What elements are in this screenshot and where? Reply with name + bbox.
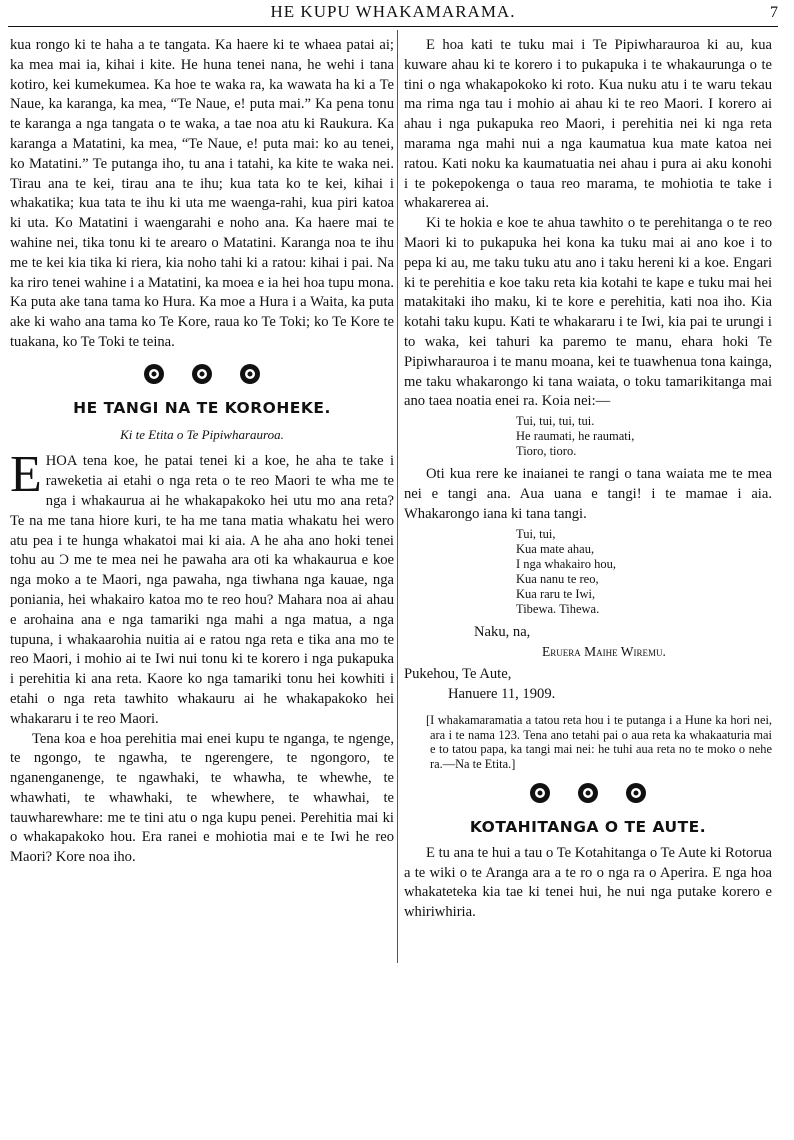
right-column (404, 36, 772, 923)
ornament-icon (625, 782, 647, 804)
letter-paragraph: E hoa kati te tuku mai i Te Pipiwharauroa ki au, kua kuware ahau ki te korero i to pukapuka i te whakaurunga o te tini o nga whakapokoko ki roto. Kua nuku atu i te waru tekau ma rima nga tau i mohio ai ahau ki te reo Maori. I korero ai ahau i nga pukapuka reo Maori, i perehitia nei ki nga reta marama nga mahi nui a nga kaumatua kua mate katoa nei ratou. Kati noku ka kaumatuatia nei ahau i pura ai aku konohi i te pokepokenga o taua reo marama, te mohiotia te take i whakarerea ai. (404, 37, 772, 212)
verse-line: I nga whakairo hou, (516, 556, 616, 571)
verse-line: Tioro, tioro. (516, 444, 577, 459)
page-number: 7 (770, 4, 778, 21)
section-title: KOTAHITANGA O TE AUTE. (469, 817, 707, 836)
page-header (8, 2, 778, 27)
verse-line: He raumati, he raumati, (516, 429, 635, 444)
section-title: HE TANGI NA TE KOROHEKE. (73, 398, 331, 417)
verse (404, 414, 772, 459)
verse-line: Kua nanu te reo, (516, 571, 599, 586)
letter-paragraph: Tena koa e hoa perehitia mai enei kupu te nganga, te ngenge, te ngongo, te ngawha, te ngerengere, te ngongoro, te nganenganenge, te ngawhaki, te whawha, te whewhe, te whawhati, te whawhaki, te whewhere, te whawhai, te tauwharewhare: me te tini atu o nga kupu penei. Perehitia mai ki o whakapakoko hou. Era ranei e mohiotia mai e te Iwi he reo Maori? Kore noa iho. (10, 730, 394, 866)
letter-place: Pukehou, Te Aute, (404, 666, 512, 683)
verse (404, 527, 772, 617)
editor-note: [I whakamaramatia a tatou reta hou i te putanga i a Hune ka hori nei, ara i te nama 123. Tena ano tetahi pai o aua reta ka whakaaturia mai e to tatou papa, ka tangi mai nei: he tuhi aua reta no te moko o nehe ra.—Na te Etita.] (426, 712, 772, 772)
verse-line: Tibewa. Tihewa. (516, 601, 600, 616)
letter-paragraph: HOA tena koe, he patai tenei ki a koe, he aha te take i raweketia ai etahi o nga reta o te reo Maori te wha me te nga i whakaurua ai he whakapakoko hei utu mo ana reta? Te na me tana hiore kuri, te ha me tana matia whakatu hei wero atu pea i te hunga whakatoi mai ki aia. A he aha ano hoki tenei tohu au Ɔ me te mea nei he pawaha ara oti ka whakaurua e koe nga moko a te Maori, nga pawaha, nga tiwhana nga kauae, nga poniania, hei whakairo katoa mo te reo hou? Mahara noa ai ahau e arohaina ana e nga tamariki nga mahi a nga matua, a nga tupuna, i whakaarohia nuitia ai e ratou nga reta e tika ana mo te reo Maori, i mohio ai te Iwi nui tonu ki te korero i nga pukapuka i perehitia ki ana reta. Kaore ko nga tamariki tonu hei kowhiti i etahi o nga reta tawhito whakauru ai he whakapakoko hei whakararu i te reo Maori. (10, 453, 394, 727)
ornament-icon (529, 782, 551, 804)
letter-paragraph: Oti kua rere ke inaianei te rangi o tana waiata me te mea nei e tangi ana. Aua uana e tangi! i te mamae i aia. Whakarongo iana ki tana tangi. (404, 466, 772, 522)
story-continuation: kua rongo ki te haha a te tangata. Ka haere ki te whaea patai ai; ka mea mai ia, kihai i kite. He huna tenei nana, he wehi i tana kotiro, kei kumekumea. Ka hoe te waka ra, ka wawata ha ki a Te Naue, ka karanga, ka mea, “Te Naue, e! puta mai.” Ka pena tonu te karanga a nga tangata o te waka, a tae noa atu ki Raukura. Ka karanga a Matatini, ka mea, “Te Naue, e! puta mai: ko au tenei, ko Matatini.” Te putanga iho, tu ana i tatahi, ka kite te waka nei. Tirau ana te kei, tirau ana te ihu; kua tata ko te kei, kihai i whakatika; kua tata te ihu ki uta me waenga-rahi, kua piri katoa ki uta. Ko Matatini i waengarahi e noho ana. Ka haere mai te wahine nei, tika tonu ki te arearo o Matatini. Karanga noa te ihu me te kei kia tika ki riera, kia noho tahi ki a ratou: kihai i pai. Na ka riro tenei wahine i a Matatini, ka moea e ia hei hoa tupu mona. Ka puta ake tana tama ko Hura. Ka moe a Hura i a Waita, ka puta ake ki waho ana tama ko Te Kore, raua ko Te Toki; ko Te Kore te tuakana, ko Te Toki te teina. (10, 37, 394, 350)
ornament-icon (239, 363, 261, 385)
verse-line: Kua raru te Iwi, (516, 586, 596, 601)
ornament-icon (191, 363, 213, 385)
byline: Ki te Etita o Te Pipiwharauroa. (120, 426, 284, 442)
verse-line: Tui, tui, tui, tui. (516, 414, 595, 429)
verse-line: Kua mate ahau, (516, 541, 595, 556)
ornament-icon (143, 363, 165, 385)
ornament-icon (577, 782, 599, 804)
letter-date: Hanuere 11, 1909. (448, 685, 556, 702)
ornament-divider (10, 363, 394, 385)
ornament-divider (404, 782, 772, 804)
letter-paragraph: Ki te hokia e koe te ahua tawhito o te perehitanga o te reo Maori ki to pukapuka hei kona ka tuku mai ai ano koe i to pepa ki au, me taku tuku atu ano i taku hereni ki a koe. Engari ki te perehitia e koe taku reta kia kotahi te kape e tuku mai hei matakitaki iho maku, ki te kore e perehitia, kati noa iho. Kia kotahi taku kupu. Kati te whakararu i te Iwi, kia pai te urungi i to waka, kei tahuri ka paremo te manu, ehara hoki Te Pipiwharauroa i te manu moana, kei te tuawhenua tona kainga, me taku whakarongo ki tana waiata, o toku tamarikitanga mai ano taea noatia enei ra. Koia nei:— (404, 215, 772, 410)
signature (404, 623, 772, 664)
running-title: HE KUPU WHAKAMARAMA. (270, 2, 516, 21)
left-column (10, 36, 394, 868)
signature-prefix: Naku, na, (474, 623, 531, 640)
signature-name: Eruera Maihe Wiremu. (542, 644, 666, 660)
verse-line: Tui, tui, (516, 526, 556, 541)
drop-cap: E (10, 446, 42, 504)
notice-paragraph: E tu ana te hui a tau o Te Kotahitanga o Te Aute ki Rotorua a te wiki o te Aranga ara a te ro o nga ra o Aperira. E nga hoa whakateteka kia tae ki tenei hui, he nui nga putake korero e whiriwhiria. (404, 844, 772, 921)
